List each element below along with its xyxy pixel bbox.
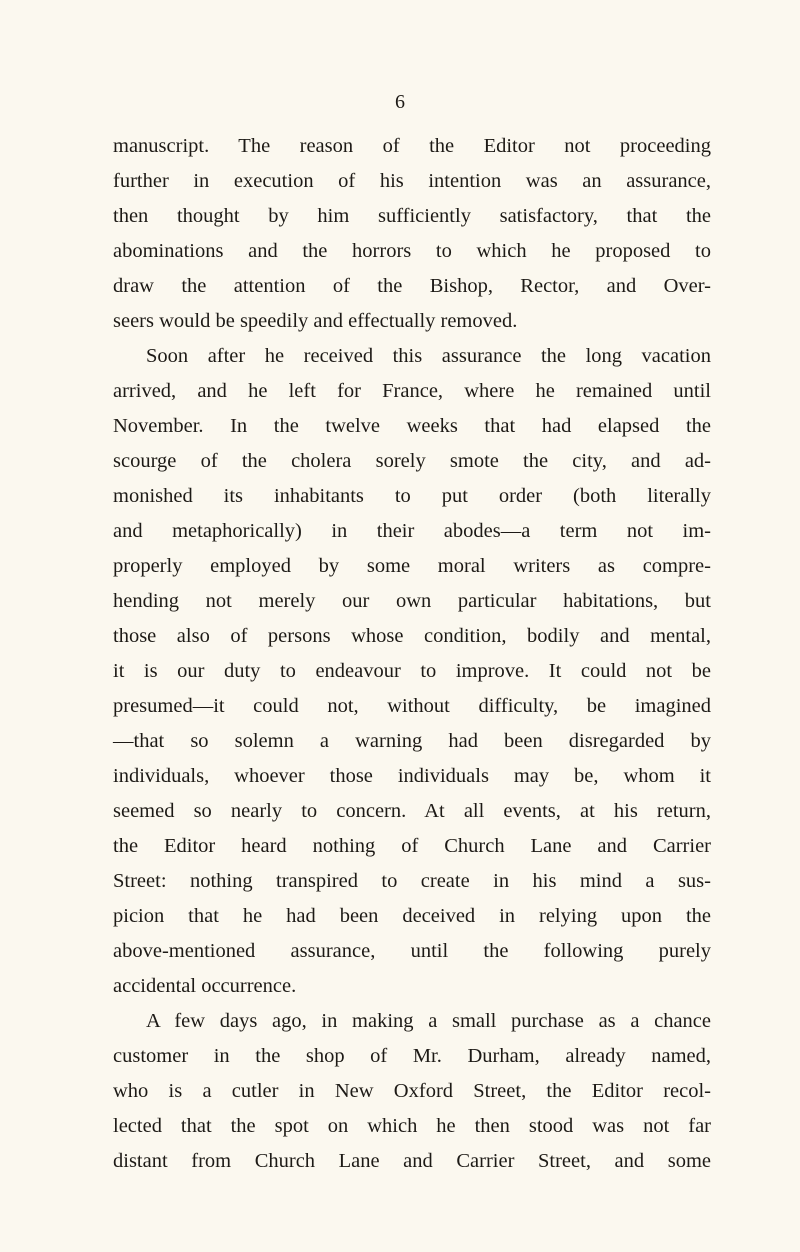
text-line: it is our duty to endeavour to improve. It could not be [113,660,711,682]
text-line: properly employed by some moral writers as compre- [113,555,711,577]
text-line: individuals, whoever those individuals may be, whom it [113,765,711,787]
text-line: draw the attention of the Bishop, Rector, and Over- [113,275,711,297]
text-line: A few days ago, in making a small purchase as a chance [146,1010,711,1032]
text-line: customer in the shop of Mr. Durham, already named, [113,1045,711,1067]
text-line: accidental occurrence. [113,975,297,997]
text-line: the Editor heard nothing of Church Lane and Carrier [113,835,711,857]
text-line: above-mentioned assurance, until the following purely [113,940,711,962]
body-text [113,129,711,1179]
text-line: Street: nothing transpired to create in his mind a sus- [113,870,711,892]
text-line: November. In the twelve weeks that had elapsed the [113,415,711,437]
text-line: monished its inhabitants to put order (both literally [113,485,711,507]
text-line: scourge of the cholera sorely smote the city, and ad- [113,450,711,472]
text-line: lected that the spot on which he then stood was not far [113,1115,711,1137]
text-line: abominations and the horrors to which he proposed to [113,240,711,262]
text-line: presumed—it could not, without difficulty, be imagined [113,695,711,717]
text-line: arrived, and he left for France, where he remained until [113,380,711,402]
text-line: —that so solemn a warning had been disregarded by [113,730,711,752]
text-line: Soon after he received this assurance the long vacation [146,345,711,367]
text-line: hending not merely our own particular habitations, but [113,590,711,612]
text-line: then thought by him sufficiently satisfactory, that the [113,205,711,227]
text-line: seers would be speedily and effectually removed. [113,310,518,332]
text-line: further in execution of his intention was an assurance, [113,170,711,192]
text-line: manuscript. The reason of the Editor not proceeding [113,135,711,157]
text-line: and metaphorically) in their abodes—a term not im- [113,520,711,542]
text-line: who is a cutler in New Oxford Street, the Editor recol- [113,1080,711,1102]
text-line: distant from Church Lane and Carrier Street, and some [113,1150,711,1172]
text-line: those also of persons whose condition, bodily and mental, [113,625,711,647]
text-line: picion that he had been deceived in relying upon the [113,905,711,927]
text-line: seemed so nearly to concern. At all events, at his return, [113,800,711,822]
page-number: 6 [395,91,405,113]
